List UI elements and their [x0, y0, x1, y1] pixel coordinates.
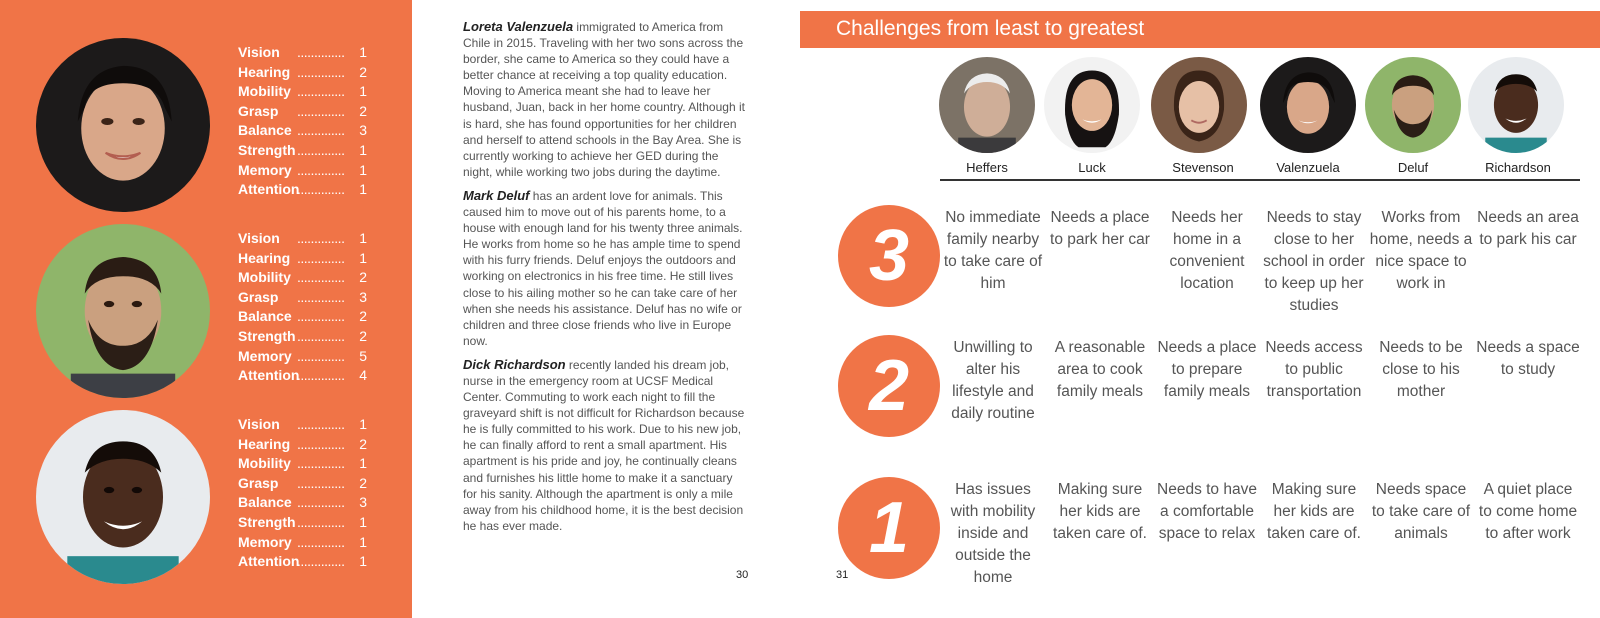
stat-row-strength: Strength .............. 2 — [238, 327, 367, 344]
names-divider — [940, 179, 1580, 181]
stat-list — [238, 416, 368, 573]
person-name-stevenson: Stevenson — [1172, 160, 1234, 175]
challenge-cell: Making sure her kids are taken care of. — [1053, 481, 1147, 542]
page-number-left: 30 — [736, 569, 749, 581]
challenge-cell: Making sure her kids are taken care of. — [1267, 481, 1361, 542]
stat-row-mobility: Mobility .............. 1 — [238, 83, 367, 100]
avatar-deluf-photo — [36, 224, 210, 398]
challenge-cell: Needs to be close to his mother — [1379, 339, 1463, 400]
stat-list — [238, 230, 368, 387]
stat-row-memory: Memory .............. 1 — [238, 533, 367, 550]
stat-row-balance: Balance .............. 3 — [238, 122, 367, 139]
avatar-stevenson-photo — [1151, 57, 1247, 153]
profile-valenzuela — [0, 38, 412, 218]
bio-richardson: Dick Richardson recently landed his dream job, nurse in the emergency room at UCSF Medical Center. Commuting to work each night to fill the graveyard shift is not difficult for Richardson because he is fully committed to his work. Due to his new job, he can finally afford to rent a small apartment. His apartment is his pride and joy, he continually cleans and furnishes his little home to make it a sanctuary for his sanity. Although the apartment is only a mile away from his childhood home, it is the best decision he has ever made. — [463, 356, 745, 533]
stat-row-mobility: Mobility .............. 1 — [238, 455, 367, 472]
challenge-cell: Needs access to public transportation — [1265, 339, 1363, 400]
challenge-cell: Works from home, needs a nice space to work in — [1369, 209, 1473, 292]
challenge-cell: Needs her home in a convenient location — [1169, 209, 1245, 292]
challenge-cell: Needs an area to park his car — [1477, 209, 1579, 248]
person-name-heffers: Heffers — [966, 160, 1008, 175]
bio-deluf: Mark Deluf has an ardent love for animals. This caused him to move out of his parents home, to a house with enough land for his twenty three animals. He works from home so he has ample time to spend with his furry friends. Deluf enjoys the outdoors and working on electronics in his free time. He still lives close to his ailing mother so he can take care of her when she needs his assistance. Deluf has no wife or children and three close friends who live in Europe now. — [463, 187, 743, 348]
profile-deluf — [0, 224, 412, 404]
stat-row-attention: Attention .............. 4 — [238, 367, 367, 384]
stat-row-strength: Strength .............. 1 — [238, 141, 367, 158]
person-name-deluf: Deluf — [1397, 160, 1429, 175]
stat-row-vision: Vision .............. 1 — [238, 44, 367, 60]
stat-row-hearing: Hearing .............. 2 — [238, 435, 367, 452]
challenge-cell: A quiet place to come home to after work — [1478, 481, 1578, 542]
stat-row-attention: Attention .............. 1 — [238, 553, 367, 570]
profile-richardson — [0, 410, 412, 590]
avatar-valenzuela-photo — [1260, 57, 1356, 153]
stat-row-grasp: Grasp .............. 3 — [238, 288, 367, 305]
stat-row-memory: Memory .............. 1 — [238, 161, 367, 178]
stat-row-grasp: Grasp .............. 2 — [238, 474, 367, 491]
bio-column — [463, 19, 745, 542]
stat-row-balance: Balance .............. 2 — [238, 308, 367, 325]
stat-row-memory: Memory .............. 5 — [238, 347, 367, 364]
challenge-cell: Needs a space to study — [1476, 339, 1580, 378]
avatar-richardson-photo — [36, 410, 210, 584]
avatar-heffers-photo — [939, 57, 1035, 153]
avatar-richardson-photo — [1468, 57, 1564, 153]
stat-list — [238, 44, 368, 201]
stats-panel — [0, 0, 412, 618]
challenges-header-bar — [800, 11, 1600, 48]
stat-row-balance: Balance .............. 3 — [238, 494, 367, 511]
stat-row-hearing: Hearing .............. 2 — [238, 63, 367, 80]
stat-row-grasp: Grasp .............. 2 — [238, 102, 367, 119]
challenge-cell: Unwilling to alter his lifestyle and daily routine — [951, 339, 1035, 422]
bio-valenzuela: Loreta Valenzuela immigrated to America from Chile in 2015. Traveling with her two sons across the border, she came to America so they could have a better chance at receiving a top quality education. Moving to America meant she had to leave her husband, Juan, back in her home country. Although it is hard, she has found opportunities for her children and herself to attend schools in the Bay Area. She is currently working to achieve her GED during the night, while working two jobs during the daytime. — [463, 19, 745, 179]
stat-row-vision: Vision .............. 1 — [238, 230, 367, 246]
stat-row-attention: Attention .............. 1 — [238, 181, 367, 198]
avatar-valenzuela-photo — [36, 38, 210, 212]
stat-row-hearing: Hearing .............. 1 — [238, 249, 367, 266]
challenge-cell: A reasonable area to cook family meals — [1054, 339, 1146, 400]
person-name-richardson: Richardson — [1485, 160, 1551, 175]
rank-3-badge: 3 — [838, 205, 940, 307]
stat-row-strength: Strength .............. 1 — [238, 513, 367, 530]
rank-1-badge: 1 — [838, 477, 940, 579]
rank-2-badge: 2 — [838, 335, 940, 437]
challenges-title: Challenges from least to greatest — [836, 17, 1145, 40]
challenge-cell: Needs a place to prepare family meals — [1157, 339, 1257, 400]
person-name-valenzuela: Valenzuela — [1276, 160, 1340, 175]
challenge-cell: Needs to stay close to her school in order to keep up her studies — [1263, 209, 1365, 314]
avatar-deluf-photo — [1365, 57, 1461, 153]
avatar-luck-photo — [1044, 57, 1140, 153]
person-name-luck: Luck — [1078, 160, 1106, 175]
stat-row-mobility: Mobility .............. 2 — [238, 269, 367, 286]
challenge-cell: Needs space to take care of animals — [1371, 481, 1471, 542]
page-number-right: 31 — [836, 569, 849, 581]
challenge-cell: Has issues with mobility inside and outside the home — [950, 481, 1036, 586]
challenge-cell: Needs to have a comfortable space to relax — [1157, 481, 1257, 542]
stat-row-vision: Vision .............. 1 — [238, 416, 367, 432]
challenge-cell: No immediate family nearby to take care of him — [943, 209, 1043, 292]
challenge-cell: Needs a place to park her car — [1050, 209, 1150, 248]
